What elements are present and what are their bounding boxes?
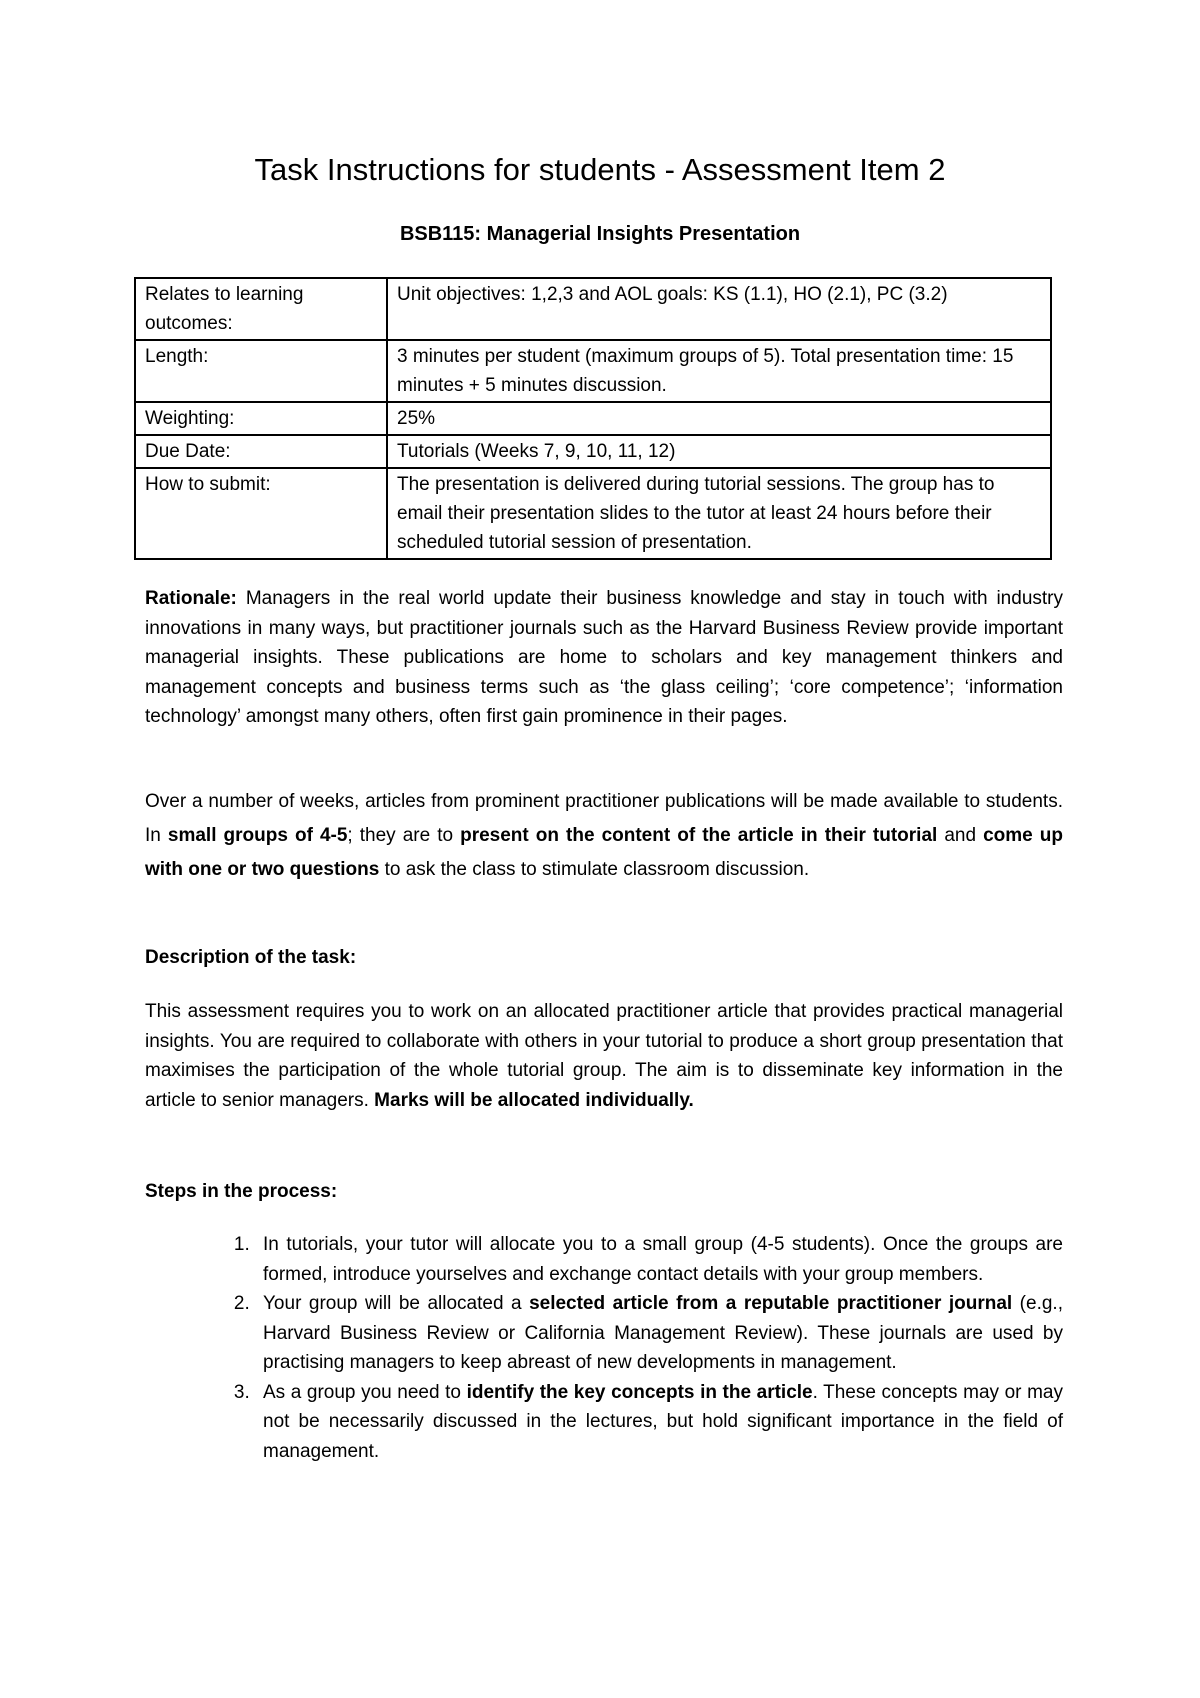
list-item xyxy=(255,1378,1063,1467)
description-emphasis: Marks will be allocated individually. xyxy=(374,1089,694,1111)
document-subtitle: BSB115: Managerial Insights Presentation xyxy=(399,223,801,245)
row-label: Weighting: xyxy=(135,402,387,435)
overview-text: and xyxy=(937,825,984,846)
row-value: The presentation is delivered during tutorial sessions. The group has to email their presentation slides to the tutor at least 24 hours before their scheduled tutorial session of presentation. xyxy=(387,468,1051,559)
row-label: Due Date: xyxy=(135,435,387,468)
overview-emphasis: come up with one or two questions xyxy=(145,825,1064,880)
document-title: Task Instructions for students - Assessment Item 2 xyxy=(254,152,946,187)
rationale-text: Managers in the real world update their business knowledge and stay in touch with industry innovations in many ways, but practitioner journals such as the Harvard Business Review provide important managerial insights. These publications are home to scholars and key management thinkers and management concepts and business terms such as ‘the glass ceiling’; ‘core competence’; ‘information technology’ amongst many others, often first gain prominence in their pages. xyxy=(145,588,1063,727)
rationale-label: Rationale: xyxy=(145,588,237,609)
table-row xyxy=(135,468,1051,559)
overview-text: Over a number of weeks, articles from prominent practitioner publications will be made available to students. In xyxy=(145,791,1063,846)
step-text: In tutorials, your tutor will allocate you to a small group (4-5 students). Once the groups are formed, introduce yourselves and exchange contact details with your group members. xyxy=(263,1234,1063,1285)
step-text: As a group you need to xyxy=(263,1381,467,1403)
overview-emphasis: small groups of 4-5 xyxy=(167,825,348,846)
overview-emphasis: present on the content of the article in their tutorial xyxy=(460,825,938,846)
rationale-paragraph xyxy=(145,584,1063,732)
overview-text: ; they are to xyxy=(347,825,461,846)
step-text: Your group will be allocated a xyxy=(263,1293,530,1314)
step-emphasis: identify the key concepts in the article xyxy=(466,1381,813,1403)
row-label: Relates to learning outcomes: xyxy=(135,278,387,340)
overview-text: to ask the class to stimulate classroom discussion. xyxy=(379,859,810,880)
description-heading: Description of the task: xyxy=(145,947,357,968)
step-text: (e.g., Harvard Business Review or California Management Review). These journals are used by practising managers to keep abreast of new developments in management. xyxy=(263,1293,1063,1373)
table-row xyxy=(135,402,1051,435)
step-emphasis: selected article from a reputable practitioner journal xyxy=(529,1293,1013,1314)
row-value: 25% xyxy=(387,402,1051,435)
row-value: Tutorials (Weeks 7, 9, 10, 11, 12) xyxy=(387,435,1051,468)
row-value: Unit objectives: 1,2,3 and AOL goals: KS (1.1), HO (2.1), PC (3.2) xyxy=(387,278,1051,340)
row-label: How to submit: xyxy=(135,468,387,559)
row-label: Length: xyxy=(135,340,387,402)
table-row xyxy=(135,435,1051,468)
description-paragraph xyxy=(145,997,1063,1115)
row-value: 3 minutes per student (maximum groups of 5). Total presentation time: 15 minutes + 5 minutes discussion. xyxy=(387,340,1051,402)
list-item xyxy=(255,1289,1063,1378)
step-text: . These concepts may or may not be necessarily discussed in the lectures, but hold significant importance in the field of management. xyxy=(263,1381,1063,1462)
assessment-info-table xyxy=(134,277,1052,560)
overview-paragraph xyxy=(145,785,1063,887)
list-item xyxy=(255,1230,1063,1289)
steps-list xyxy=(145,1230,1063,1466)
description-text: This assessment requires you to work on an allocated practitioner article that provides practical managerial insights. You are required to collaborate with others in your tutorial to produce a short group presentation that maximises the participation of the whole tutorial group. The aim is to disseminate key information in the article to senior managers. xyxy=(145,1001,1063,1111)
table-row xyxy=(135,340,1051,402)
table-row xyxy=(135,278,1051,340)
steps-heading: Steps in the process: xyxy=(145,1181,338,1202)
